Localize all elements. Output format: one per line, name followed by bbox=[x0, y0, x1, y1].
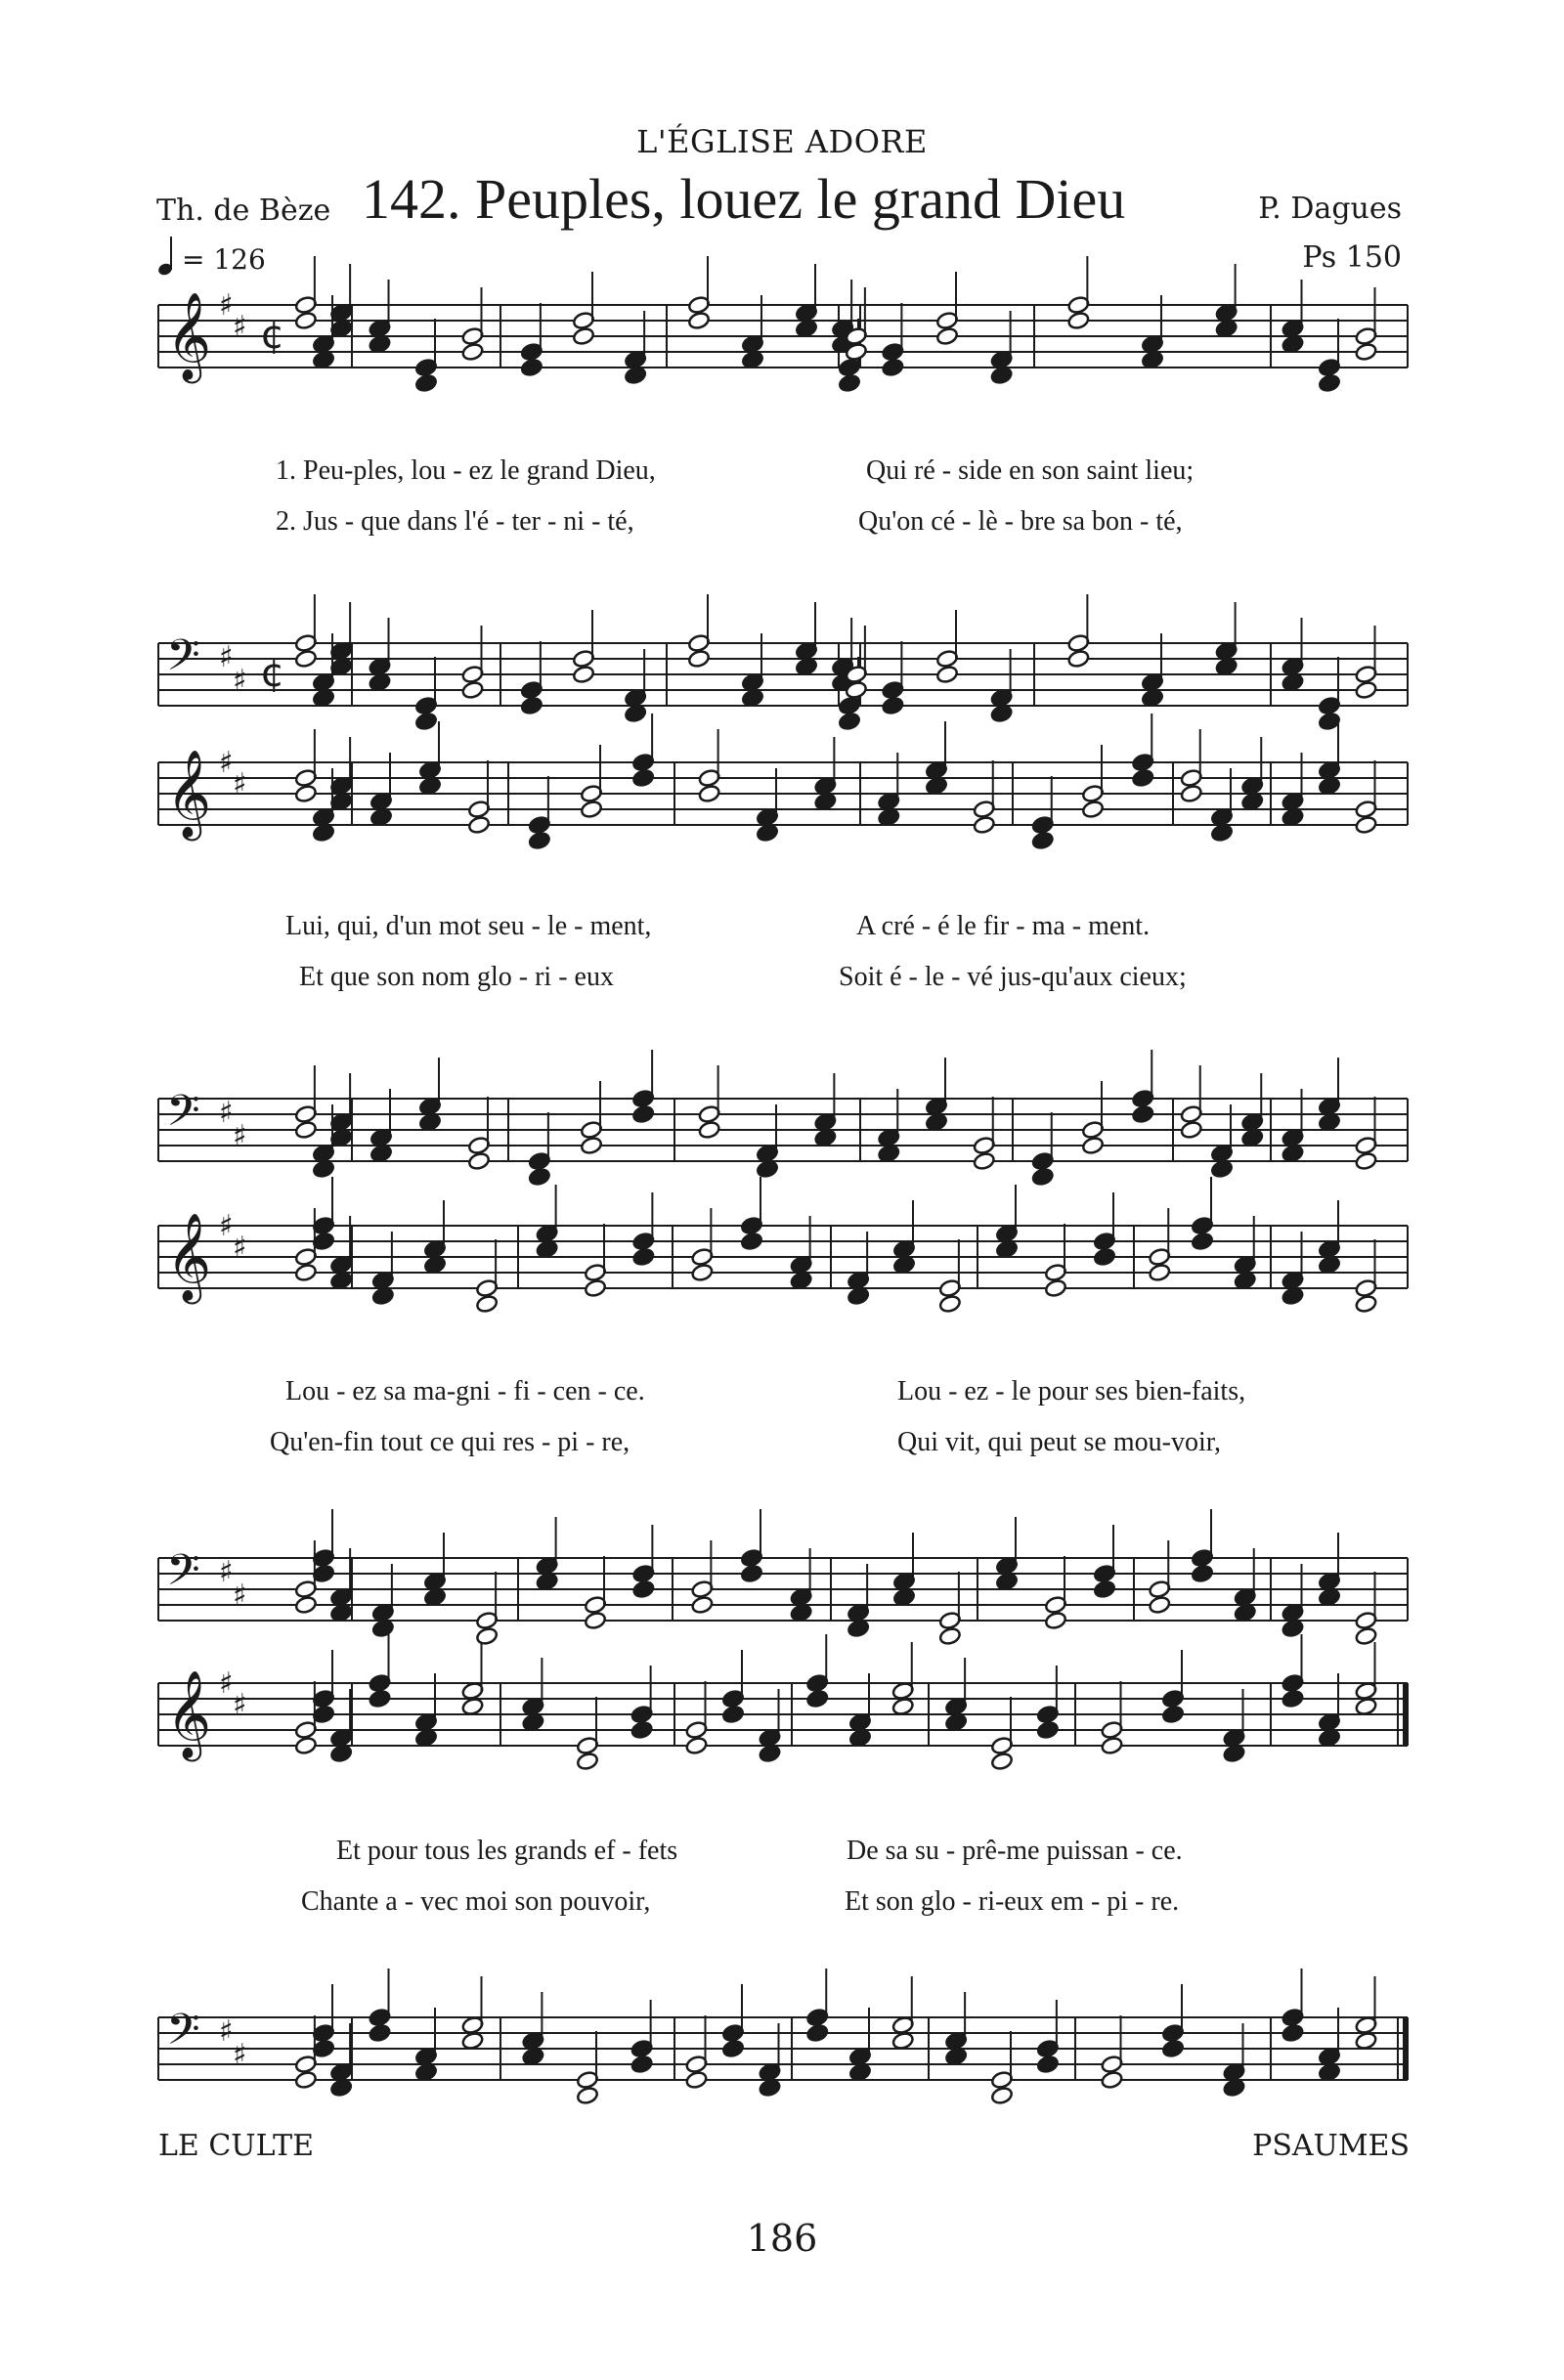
note-head-icon bbox=[1318, 1112, 1341, 1132]
note-head-icon bbox=[576, 1752, 599, 1771]
note-head-icon bbox=[536, 1572, 559, 1591]
note-head-icon bbox=[467, 815, 491, 835]
note-head-icon bbox=[414, 712, 438, 731]
note-head-icon bbox=[414, 373, 438, 393]
note-head-icon bbox=[1318, 1255, 1341, 1275]
note-head-icon bbox=[721, 2039, 745, 2058]
sharp-icon: ♯ bbox=[233, 767, 247, 801]
note-head-icon bbox=[990, 2086, 1014, 2105]
note-head-icon bbox=[329, 1744, 353, 1763]
note-head-icon bbox=[329, 1603, 353, 1623]
note-head-icon bbox=[1210, 823, 1234, 843]
note-head-icon bbox=[847, 1619, 870, 1638]
sharp-icon: ♯ bbox=[233, 2038, 247, 2072]
note-head-icon bbox=[461, 2031, 485, 2051]
note-head-icon bbox=[1355, 2031, 1378, 2051]
note-head-icon bbox=[698, 784, 721, 803]
note-head-icon bbox=[520, 696, 543, 715]
final-barline bbox=[1403, 2017, 1409, 2080]
note-head-icon bbox=[312, 688, 335, 708]
note-head-icon bbox=[580, 1136, 603, 1155]
note-head-icon bbox=[632, 1247, 656, 1267]
note-head-icon bbox=[1067, 311, 1091, 330]
note-head-icon bbox=[838, 373, 861, 393]
note-head-icon bbox=[892, 1255, 916, 1275]
note-head-icon bbox=[1234, 1271, 1257, 1290]
treble-clef-icon: 𝄞 bbox=[166, 1670, 212, 1758]
note-head-icon bbox=[790, 1603, 813, 1623]
sharp-icon: ♯ bbox=[233, 664, 247, 698]
note-head-icon bbox=[1180, 1120, 1203, 1140]
note-head-icon bbox=[848, 2062, 872, 2082]
note-head-icon bbox=[1081, 800, 1105, 819]
note-head-icon bbox=[990, 366, 1014, 385]
note-head-icon bbox=[631, 1104, 655, 1124]
note-head-icon bbox=[740, 1564, 763, 1583]
note-head-icon bbox=[759, 2078, 782, 2098]
note-head-icon bbox=[423, 1255, 447, 1275]
note-head-icon bbox=[294, 2070, 318, 2090]
note-head-icon bbox=[848, 1728, 872, 1748]
note-head-icon bbox=[935, 326, 959, 346]
note-head-icon bbox=[294, 311, 318, 330]
note-head-icon bbox=[580, 800, 603, 819]
note-head-icon bbox=[795, 657, 818, 676]
note-head-icon bbox=[467, 1151, 491, 1171]
hymn-title: 142. Peuples, louez le grand Dieu bbox=[362, 167, 1126, 231]
note-head-icon bbox=[814, 1128, 838, 1147]
note-head-icon bbox=[1234, 1603, 1257, 1623]
note-head-icon bbox=[329, 1271, 353, 1290]
note-head-icon bbox=[1131, 768, 1154, 788]
section-title: L'ÉGLISE ADORE bbox=[636, 123, 928, 160]
note-head-icon bbox=[461, 342, 485, 362]
note-head-icon bbox=[805, 1689, 829, 1709]
note-head-icon bbox=[475, 1294, 499, 1314]
footer-category-label: PSAUMES bbox=[1252, 2129, 1410, 2163]
note-head-icon bbox=[1081, 1136, 1105, 1155]
note-head-icon bbox=[371, 1286, 395, 1306]
note-head-icon bbox=[1282, 807, 1305, 827]
note-head-icon bbox=[1215, 657, 1238, 676]
note-head-icon bbox=[1282, 672, 1305, 692]
note-head-icon bbox=[369, 334, 392, 354]
note-head-icon bbox=[1355, 342, 1378, 362]
note-head-icon bbox=[990, 1752, 1014, 1771]
note-head-icon bbox=[938, 1626, 962, 1646]
note-head-icon bbox=[461, 1697, 485, 1716]
note-head-icon bbox=[1355, 1151, 1378, 1171]
note-head-icon bbox=[935, 665, 959, 684]
lyric-line: Et que son nom glo - ri - eux bbox=[299, 962, 614, 992]
lyric-line: Lou - ez - le pour ses bien-faits, bbox=[897, 1376, 1246, 1406]
note-head-icon bbox=[294, 649, 318, 669]
note-head-icon bbox=[944, 2047, 968, 2066]
note-head-icon bbox=[536, 1239, 559, 1259]
note-head-icon bbox=[1180, 784, 1203, 803]
note-head-icon bbox=[1191, 1232, 1214, 1251]
cut-time-icon: ¢ bbox=[260, 313, 285, 358]
note-head-icon bbox=[1210, 1159, 1234, 1179]
note-head-icon bbox=[1148, 1263, 1171, 1282]
lyric-line: 2. Jus - que dans l'é - ter - ni - té, bbox=[276, 506, 634, 537]
note-head-icon bbox=[624, 704, 647, 723]
note-head-icon bbox=[1282, 1286, 1305, 1306]
author: Th. de Bèze bbox=[156, 194, 331, 228]
note-head-icon bbox=[576, 2086, 599, 2105]
note-head-icon bbox=[1240, 792, 1264, 811]
note-head-icon bbox=[630, 2055, 654, 2074]
note-head-icon bbox=[312, 350, 335, 369]
note-head-icon bbox=[632, 1579, 656, 1599]
note-head-icon bbox=[369, 1144, 393, 1163]
note-head-icon bbox=[691, 1595, 715, 1615]
note-head-icon bbox=[414, 2062, 438, 2082]
note-head-icon bbox=[814, 792, 838, 811]
note-head-icon bbox=[520, 358, 543, 377]
note-head-icon bbox=[1223, 1744, 1246, 1763]
note-head-icon bbox=[790, 1271, 813, 1290]
note-head-icon bbox=[741, 350, 764, 369]
sharp-icon: ♯ bbox=[219, 1666, 234, 1701]
lyric-line: Qu'on cé - lè - bre sa bon - té, bbox=[858, 506, 1183, 537]
note-head-icon bbox=[685, 1736, 709, 1755]
note-head-icon bbox=[1093, 1247, 1116, 1267]
final-barline bbox=[1403, 1683, 1409, 1746]
lyric-line: Et son glo - ri-eux em - pi - re. bbox=[845, 1886, 1180, 1917]
note-head-icon bbox=[1282, 1144, 1305, 1163]
note-head-icon bbox=[990, 704, 1014, 723]
lyric-line: De sa su - prê-me puissan - ce. bbox=[847, 1836, 1183, 1866]
note-head-icon bbox=[1355, 815, 1378, 835]
lyric-line: 1. Peu-ples, lou - ez le grand Dieu, bbox=[276, 455, 656, 486]
note-head-icon bbox=[891, 2031, 915, 2051]
lyric-line: Qui vit, qui peut se mou-voir, bbox=[897, 1427, 1221, 1457]
note-head-icon bbox=[522, 1712, 545, 1732]
note-head-icon bbox=[891, 1697, 915, 1716]
treble-clef-icon: 𝄞 bbox=[166, 750, 212, 838]
note-head-icon bbox=[418, 776, 442, 796]
note-head-icon bbox=[294, 1263, 318, 1282]
note-head-icon bbox=[944, 1712, 968, 1732]
note-head-icon bbox=[925, 776, 948, 796]
note-head-icon bbox=[973, 815, 996, 835]
note-head-icon bbox=[1044, 1278, 1067, 1298]
note-head-icon bbox=[795, 319, 818, 338]
note-head-icon bbox=[423, 1587, 447, 1607]
bass-clef-icon: 𝄢 bbox=[166, 629, 200, 691]
note-head-icon bbox=[698, 1120, 721, 1140]
note-head-icon bbox=[882, 358, 905, 377]
note-head-icon bbox=[1031, 1167, 1055, 1187]
note-head-icon bbox=[1223, 2078, 1246, 2098]
note-head-icon bbox=[1148, 1595, 1171, 1615]
note-head-icon bbox=[838, 712, 861, 731]
bass-clef-icon: 𝄢 bbox=[166, 1085, 200, 1147]
note-head-icon bbox=[624, 366, 647, 385]
note-head-icon bbox=[741, 688, 764, 708]
sharp-icon: ♯ bbox=[219, 1096, 234, 1130]
note-head-icon bbox=[847, 1286, 870, 1306]
note-head-icon bbox=[1093, 1579, 1116, 1599]
note-head-icon bbox=[995, 1239, 1019, 1259]
note-head-icon bbox=[1355, 1294, 1378, 1314]
note-head-icon bbox=[759, 1744, 782, 1763]
sharp-icon: ♯ bbox=[233, 1579, 247, 1613]
note-head-icon bbox=[631, 768, 655, 788]
note-head-icon bbox=[687, 649, 711, 669]
note-head-icon bbox=[721, 1705, 745, 1724]
note-head-icon bbox=[371, 1619, 395, 1638]
note-head-icon bbox=[329, 2078, 353, 2098]
bass-clef-icon: 𝄢 bbox=[166, 2004, 200, 2065]
note-head-icon bbox=[995, 1572, 1019, 1591]
note-head-icon bbox=[1067, 649, 1091, 669]
sharp-icon: ♯ bbox=[233, 1688, 247, 1722]
tempo-value: = 126 bbox=[182, 242, 266, 276]
note-head-icon bbox=[294, 1736, 318, 1755]
footer-section-label: LE CULTE bbox=[158, 2129, 314, 2163]
note-head-icon bbox=[877, 1144, 900, 1163]
note-head-icon bbox=[1101, 2070, 1124, 2090]
note-head-icon bbox=[1318, 776, 1341, 796]
note-head-icon bbox=[1318, 373, 1341, 393]
note-head-icon bbox=[1318, 1728, 1341, 1748]
note-head-icon bbox=[461, 680, 485, 700]
note-head-icon bbox=[584, 1611, 607, 1630]
note-head-icon bbox=[312, 1159, 335, 1179]
note-head-icon bbox=[369, 1689, 392, 1709]
lyric-line: Qui ré - side en son saint lieu; bbox=[866, 455, 1195, 486]
note-head-icon bbox=[1282, 1689, 1305, 1709]
note-head-icon bbox=[572, 326, 595, 346]
sharp-icon: ♯ bbox=[219, 2014, 234, 2049]
note-head-icon bbox=[1044, 1611, 1067, 1630]
note-head-icon bbox=[1355, 680, 1378, 700]
note-head-icon bbox=[475, 1626, 499, 1646]
note-head-icon bbox=[685, 2070, 709, 2090]
note-head-icon bbox=[973, 1151, 996, 1171]
sharp-icon: ♯ bbox=[233, 1231, 247, 1265]
note-head-icon bbox=[1036, 2055, 1060, 2074]
note-head-icon bbox=[1215, 319, 1238, 338]
lyric-line: Et pour tous les grands ef - fets bbox=[336, 1836, 678, 1866]
note-head-icon bbox=[1141, 688, 1164, 708]
sharp-icon: ♯ bbox=[233, 1119, 247, 1153]
note-head-icon bbox=[294, 1595, 318, 1615]
psalm-reference: Ps 150 bbox=[1302, 240, 1402, 275]
note-head-icon bbox=[528, 1167, 551, 1187]
lyric-line: Chante a - vec moi son pouvoir, bbox=[301, 1886, 651, 1917]
note-head-icon bbox=[691, 1263, 715, 1282]
note-head-icon bbox=[1240, 1128, 1264, 1147]
sharp-icon: ♯ bbox=[219, 288, 234, 323]
note-head-icon bbox=[572, 665, 595, 684]
note-head-icon bbox=[1318, 1587, 1341, 1607]
sharp-icon: ♯ bbox=[233, 310, 247, 344]
note-head-icon bbox=[630, 1720, 654, 1740]
note-head-icon bbox=[740, 1232, 763, 1251]
note-head-icon bbox=[1036, 1720, 1060, 1740]
note-head-icon bbox=[1131, 1104, 1154, 1124]
note-head-icon bbox=[687, 311, 711, 330]
note-head-icon bbox=[369, 807, 393, 827]
note-head-icon bbox=[414, 1728, 438, 1748]
note-head-icon bbox=[584, 1278, 607, 1298]
note-head-icon bbox=[1282, 334, 1305, 354]
sharp-icon: ♯ bbox=[219, 1209, 234, 1243]
note-head-icon bbox=[938, 1294, 962, 1314]
lyric-line: Qu'en-fin tout ce qui res - pi - re, bbox=[270, 1427, 630, 1457]
bass-clef-icon: 𝄢 bbox=[166, 1544, 200, 1606]
note-head-icon bbox=[1101, 1736, 1124, 1755]
note-head-icon bbox=[418, 1112, 442, 1132]
note-head-icon bbox=[756, 1159, 779, 1179]
page-number: 186 bbox=[746, 2217, 818, 2260]
note-head-icon bbox=[1031, 831, 1055, 850]
note-head-icon bbox=[369, 2023, 392, 2043]
sharp-icon: ♯ bbox=[219, 1555, 234, 1589]
treble-clef-icon: 𝄞 bbox=[166, 292, 212, 380]
treble-clef-icon: 𝄞 bbox=[166, 1213, 212, 1301]
note-head-icon bbox=[892, 1587, 916, 1607]
lyric-line: A cré - é le fir - ma - ment. bbox=[856, 911, 1151, 941]
note-head-icon bbox=[756, 823, 779, 843]
note-head-icon bbox=[528, 831, 551, 850]
note-head-icon bbox=[1282, 2023, 1305, 2043]
cut-time-icon: ¢ bbox=[260, 651, 285, 696]
lyric-line: Lui, qui, d'un mot seu - le - ment, bbox=[285, 911, 652, 941]
lyric-line: Soit é - le - vé jus-qu'aux cieux; bbox=[839, 962, 1187, 992]
note-head-icon bbox=[1161, 2039, 1185, 2058]
note-head-icon bbox=[522, 2047, 545, 2066]
note-head-icon bbox=[312, 823, 335, 843]
note-head-icon bbox=[925, 1112, 948, 1132]
composer: P. Dagues bbox=[1258, 192, 1402, 226]
sharp-icon: ♯ bbox=[219, 640, 234, 674]
note-head-icon bbox=[1318, 2062, 1341, 2082]
note-head-icon bbox=[1161, 1705, 1185, 1724]
note-head-icon bbox=[805, 2023, 829, 2043]
note-head-icon bbox=[1355, 1697, 1378, 1716]
note-head-icon bbox=[877, 807, 900, 827]
note-head-icon bbox=[1191, 1564, 1214, 1583]
lyric-line: Lou - ez sa ma-gni - fi - cen - ce. bbox=[285, 1376, 645, 1406]
note-head-icon bbox=[369, 672, 392, 692]
note-head-icon bbox=[1141, 350, 1164, 369]
note-head-icon bbox=[294, 1120, 318, 1140]
note-head-icon bbox=[294, 784, 318, 803]
note-head-icon bbox=[882, 696, 905, 715]
sharp-icon: ♯ bbox=[219, 746, 234, 780]
